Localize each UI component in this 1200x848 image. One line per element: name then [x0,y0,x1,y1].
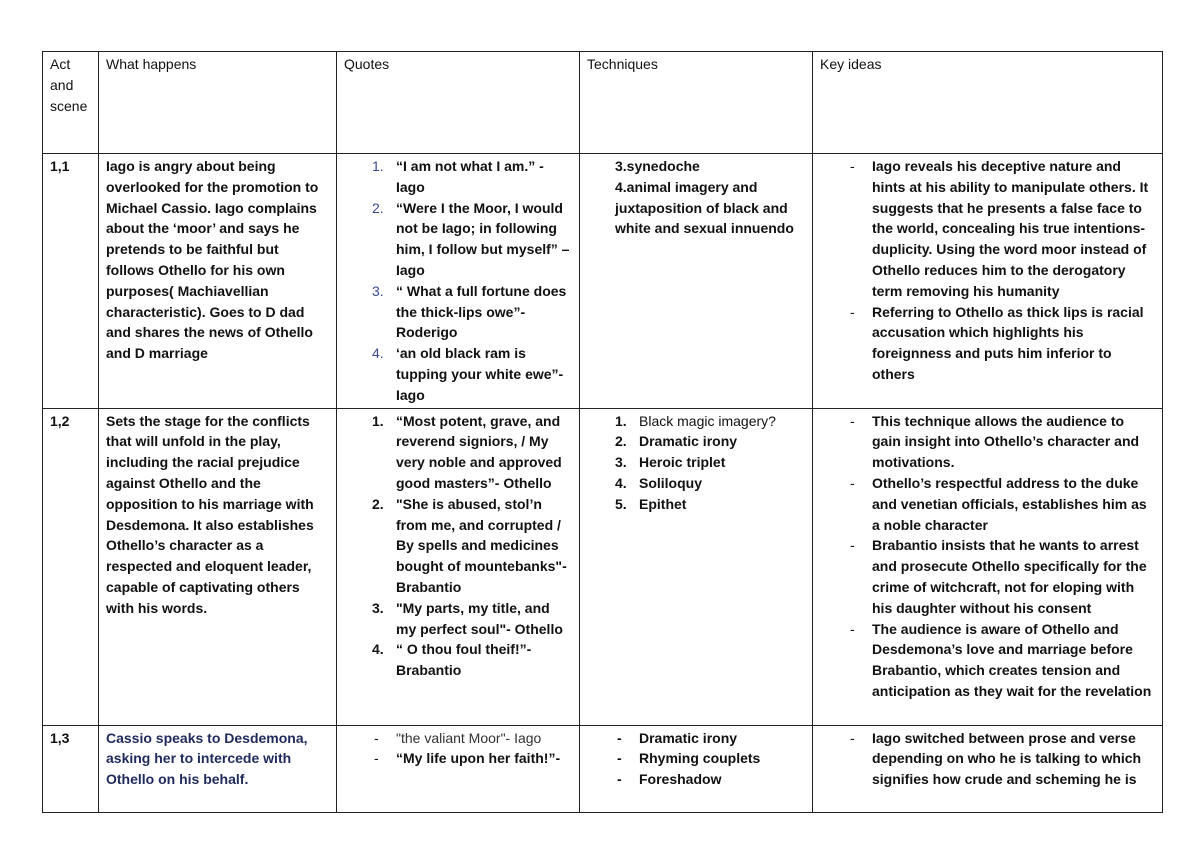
list-item: - Rhyming couplets [617,750,761,767]
list-item: 3. “ What a full fortune does the thick-lips owe”- Roderigo [372,282,567,341]
list-item: 1. “I am not what I am.” - Iago [372,158,544,195]
what-happens-cell: Iago is angry about being overlooked for the promotion to Michael Cassio. Iago complains about the ‘moor’ and says he pretends to be faithful but follows Othello for his own purposes( Machiavellian characteristic). Goes to D dad and shares the news of Othello and D marriage [99,154,337,409]
list-item: - Brabantio insists that he wants to arrest and prosecute Othello specifically for the crime of witchcraft, not for eloping with his daughter without his consent [850,537,1147,616]
notes-table [42,51,1163,813]
list-item: 5. Epithet [615,495,687,512]
list-item: - This technique allows the audience to gain insight into Othello’s character and motivations. [850,412,1140,471]
list-item: 1. Black magic imagery? [615,412,776,429]
list-item: - Iago reveals his deceptive nature and hints at his ability to manipulate others. It suggests that he presents a false face to the world, concealing his true intentions- duplicity. Using the word moor instead of Othello reduces him to the derogatory term removing his humanity [850,158,1149,299]
list-item: 2. “Were I the Moor, I would not be Iago; in following him, I follow but myself” – Iago [372,199,570,278]
what-happens-cell: Cassio speaks to Desdemona, asking her to intercede with Othello on his behalf. [99,725,337,812]
techniques-cell [580,408,813,725]
list-item: - The audience is aware of Othello and Desdemona’s love and marriage before Brabantio, which creates tension and anticipation as they wait for the revelation [850,620,1152,699]
table-row [43,408,1163,725]
act-scene-cell: 1,2 [43,408,99,725]
table-row [43,725,1163,812]
list-item: - "the valiant Moor"- Iago [374,729,542,746]
list-item: 3. Heroic triplet [615,454,726,471]
header-techniques: Techniques [580,52,813,154]
quotes-cell [337,154,580,409]
table-row [43,154,1163,409]
key-ideas-cell [813,725,1163,812]
key-ideas-cell [813,154,1163,409]
list-item: - Referring to Othello as thick lips is racial accusation which highlights his foreignness and puts him inferior to others [850,303,1144,382]
quotes-cell [337,408,580,725]
list-item: - “My life upon her faith!”- [374,750,561,767]
header-key-ideas: Key ideas [813,52,1163,154]
act-scene-cell: 1,1 [43,154,99,409]
list-item: 2. "She is abused, stol’n from me, and corrupted / By spells and medicines bought of mountebanks"- Brabantio [372,495,567,595]
list-item: - Foreshadow [617,771,722,788]
header-quotes: Quotes [337,52,580,154]
list-item: 4.animal imagery and juxtaposition of black and white and sexual innuendo [615,178,794,237]
key-ideas-cell [813,408,1163,725]
list-item: 4. “ O thou foul theif!”- Brabantio [372,641,532,679]
techniques-cell [580,154,813,409]
list-item: - Dramatic irony [617,729,738,746]
list-item: 3. "My parts, my title, and my perfect soul"- Othello [372,599,563,637]
quotes-cell [337,725,580,812]
list-item: - Iago switched between prose and verse depending on who he is talking to which signifies how crude and scheming he is [850,729,1142,788]
list-item: 4. Soliloquy [615,474,702,491]
header-what-happens: What happens [99,52,337,154]
list-item: 1. “Most potent, grave, and reverend signiors, / My very noble and approved good masters”- Othello [372,412,562,491]
techniques-cell [580,725,813,812]
header-row [43,52,1163,154]
act-scene-cell: 1,3 [43,725,99,812]
list-item: 4. ‘an old black ram is tupping your white ewe”- Iago [372,345,564,403]
header-act: Act and scene [43,52,99,154]
list-item: 2. Dramatic irony [615,433,738,450]
what-happens-cell: Sets the stage for the conflicts that will unfold in the play, including the racial prejudice against Othello and the opposition to his marriage with Desdemona. It also establishes Othello’s character as a respected and eloquent leader, capable of captivating others with his words. [99,408,337,725]
list-item: 3.synedoche [615,158,700,174]
list-item: - Othello’s respectful address to the duke and venetian officials, establishes him as a noble character [850,474,1147,533]
